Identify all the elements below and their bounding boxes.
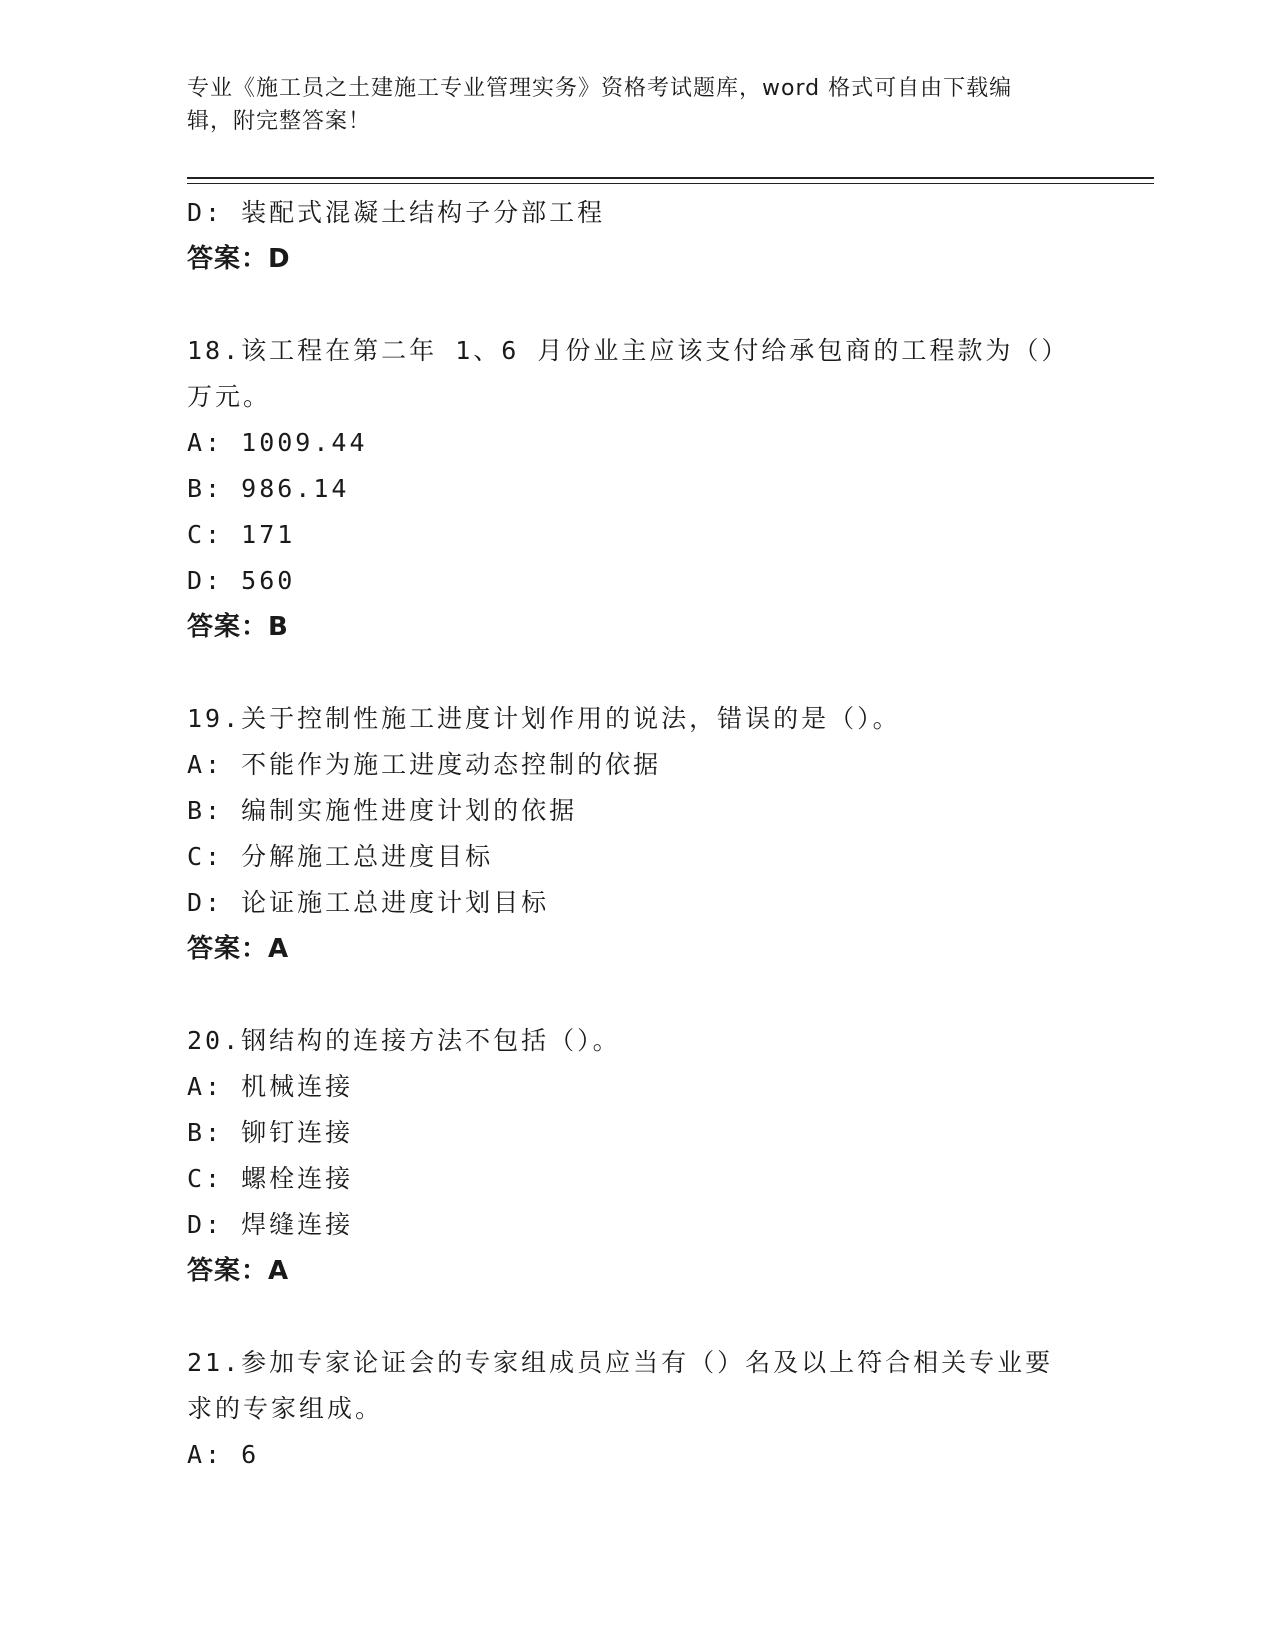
option-a: A: 6 <box>187 1440 260 1469</box>
spacer <box>187 1294 1087 1340</box>
question-18 <box>187 328 1087 650</box>
spacer <box>187 282 1087 328</box>
option-b: B: 铆钉连接 <box>187 1118 354 1147</box>
header-divider-thick <box>187 177 1154 179</box>
question-text: 21.参加专家论证会的专家组成员应当有（）名及以上符合相关专业要 <box>187 1348 1054 1377</box>
question-19 <box>187 696 1087 972</box>
question-17-tail <box>187 190 1087 282</box>
option-b: B: 986.14 <box>187 474 350 503</box>
option-d: D: 装配式混凝土结构子分部工程 <box>187 198 606 227</box>
option-c: C: 171 <box>187 520 296 549</box>
option-d: D: 560 <box>187 566 296 595</box>
question-text: 20.钢结构的连接方法不包括（）。 <box>187 1026 621 1055</box>
spacer <box>187 650 1087 696</box>
option-a: A: 1009.44 <box>187 428 368 457</box>
option-c: C: 分解施工总进度目标 <box>187 842 494 871</box>
header-line-1: 专业《施工员之土建施工专业管理实务》资格考试题库，word 格式可自由下载编 <box>187 76 1013 101</box>
answer-label: 答案：D <box>187 244 291 274</box>
question-21 <box>187 1340 1087 1478</box>
option-d: D: 论证施工总进度计划目标 <box>187 888 550 917</box>
header-divider-thin <box>187 183 1154 184</box>
question-text-cont: 求的专家组成。 <box>187 1394 384 1423</box>
question-list <box>187 190 1087 1478</box>
answer-label: 答案：A <box>187 934 290 964</box>
option-a: A: 不能作为施工进度动态控制的依据 <box>187 750 662 779</box>
option-c: C: 螺栓连接 <box>187 1164 354 1193</box>
option-d: D: 焊缝连接 <box>187 1210 354 1239</box>
option-a: A: 机械连接 <box>187 1072 354 1101</box>
question-text-cont: 万元。 <box>187 382 272 411</box>
option-b: B: 编制实施性进度计划的依据 <box>187 796 578 825</box>
question-20 <box>187 1018 1087 1294</box>
document-header <box>187 72 1077 138</box>
question-text: 18.该工程在第二年 1、6 月份业主应该支付给承包商的工程款为（） <box>187 336 1070 365</box>
answer-label: 答案：B <box>187 612 289 642</box>
header-line-2: 辑，附完整答案！ <box>187 109 372 134</box>
answer-label: 答案：A <box>187 1256 290 1286</box>
question-text: 19.关于控制性施工进度计划作用的说法，错误的是（）。 <box>187 704 901 733</box>
spacer <box>187 972 1087 1018</box>
